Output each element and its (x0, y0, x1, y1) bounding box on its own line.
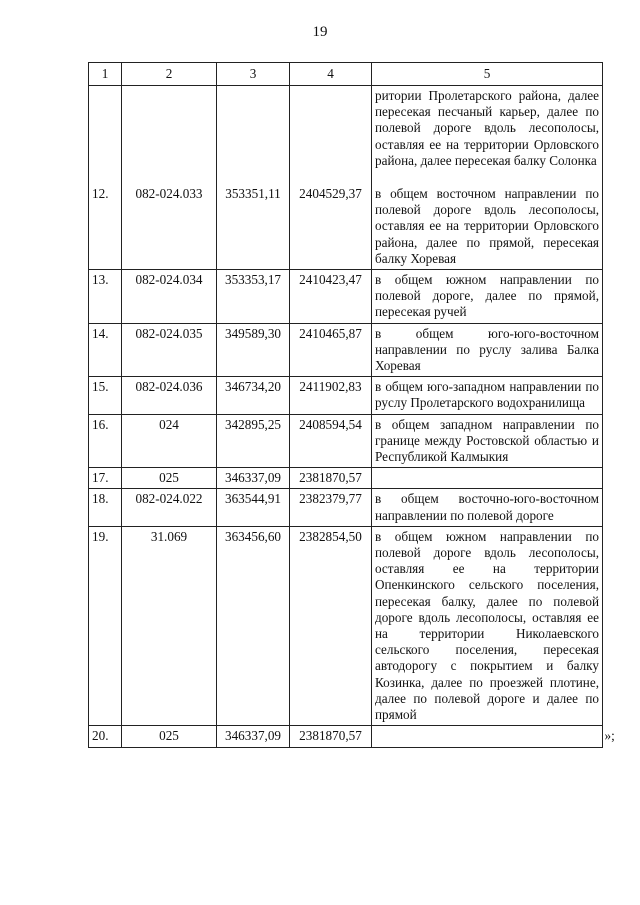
row-description (372, 86, 603, 270)
page-number: 19 (312, 24, 328, 40)
row-number: 13. (89, 270, 122, 324)
row-code: 024 (122, 414, 217, 468)
header-cell: 1 (89, 63, 122, 86)
header-cell: 5 (372, 63, 603, 86)
row-y: 2404529,37 (290, 86, 372, 270)
row-x: 346734,20 (217, 377, 290, 414)
row-y: 2411902,83 (290, 377, 372, 414)
row-code: 082-024.035 (122, 323, 217, 377)
row-x: 353351,11 (217, 86, 290, 270)
header-cell: 4 (290, 63, 372, 86)
coordinates-table (88, 62, 603, 748)
table-row (89, 726, 603, 747)
row-code: 31.069 (122, 526, 217, 725)
row-x: 349589,30 (217, 323, 290, 377)
row-code: 082-024.022 (122, 489, 217, 526)
row-number: 19. (89, 526, 122, 725)
row-code: 025 (122, 468, 217, 489)
row-code: 082-024.033 (122, 86, 217, 270)
closing-quote: »; (604, 727, 615, 743)
row-code: 025 (122, 726, 217, 747)
row-y: 2381870,57 (290, 726, 372, 747)
row-number: 18. (89, 489, 122, 526)
row-y: 2410465,87 (290, 323, 372, 377)
row-y: 2381870,57 (290, 468, 372, 489)
row-description: в общем юго-юго-восточном направлении по руслу залива Балка Хоревая (372, 323, 603, 377)
row-description: в общем южном направлении по полевой дороге, далее по прямой, пересекая ручей (372, 270, 603, 324)
table-row (89, 526, 603, 725)
row-code: 082-024.034 (122, 270, 217, 324)
row-number: 14. (89, 323, 122, 377)
table-row (89, 414, 603, 468)
row-description: в общем юго-западном направлении по руслу Пролетарского водохранилища (372, 377, 603, 414)
description-text: в общем восточном направлении по полевой дороге вдоль лесополосы, оставляя ее на территории Орловского района, далее по прямой, пересекая балку Хоревая (375, 186, 599, 266)
row-x: 346337,09 (217, 726, 290, 747)
row-description (372, 468, 603, 489)
row-number: 16. (89, 414, 122, 468)
row-description (372, 726, 603, 747)
continuation-text: ритории Пролетарского района, далее пересекая песчаный карьер, далее по полевой дороге вдоль лесополосы, оставляя ее на территории Орловского района, далее пересекая балку Солонка (375, 88, 599, 168)
table-header-row (89, 63, 603, 86)
row-code: 082-024.036 (122, 377, 217, 414)
row-number: 12. (89, 86, 122, 270)
row-description: в общем западном направлении по границе между Ростовской областью и Республикой Калмыкия (372, 414, 603, 468)
row-x: 353353,17 (217, 270, 290, 324)
row-x: 342895,25 (217, 414, 290, 468)
row-number: 20. (89, 726, 122, 747)
row-y: 2382854,50 (290, 526, 372, 725)
header-cell: 3 (217, 63, 290, 86)
table-row (89, 86, 603, 270)
table-row (89, 377, 603, 414)
table-row (89, 489, 603, 526)
row-x: 363456,60 (217, 526, 290, 725)
table-row (89, 270, 603, 324)
row-description: в общем южном направлении по полевой дороге вдоль лесополосы, оставляя ее на территории Опенкинского сельского поселения, пересекая балку, далее по полевой дороге вдоль лесополосы, оставляя ее на территории Николаевского сельского поселения, пересекая автодорогу с покрытием и балку Козинка, далее по проезжей плотине, далее по полевой дороге и далее по прямой (372, 526, 603, 725)
header-cell: 2 (122, 63, 217, 86)
row-number: 15. (89, 377, 122, 414)
row-y: 2410423,47 (290, 270, 372, 324)
row-description: в общем восточно-юго-восточном направлении по полевой дороге (372, 489, 603, 526)
table-row (89, 468, 603, 489)
row-y: 2408594,54 (290, 414, 372, 468)
row-x: 363544,91 (217, 489, 290, 526)
row-number: 17. (89, 468, 122, 489)
table-row (89, 323, 603, 377)
row-y: 2382379,77 (290, 489, 372, 526)
row-x: 346337,09 (217, 468, 290, 489)
